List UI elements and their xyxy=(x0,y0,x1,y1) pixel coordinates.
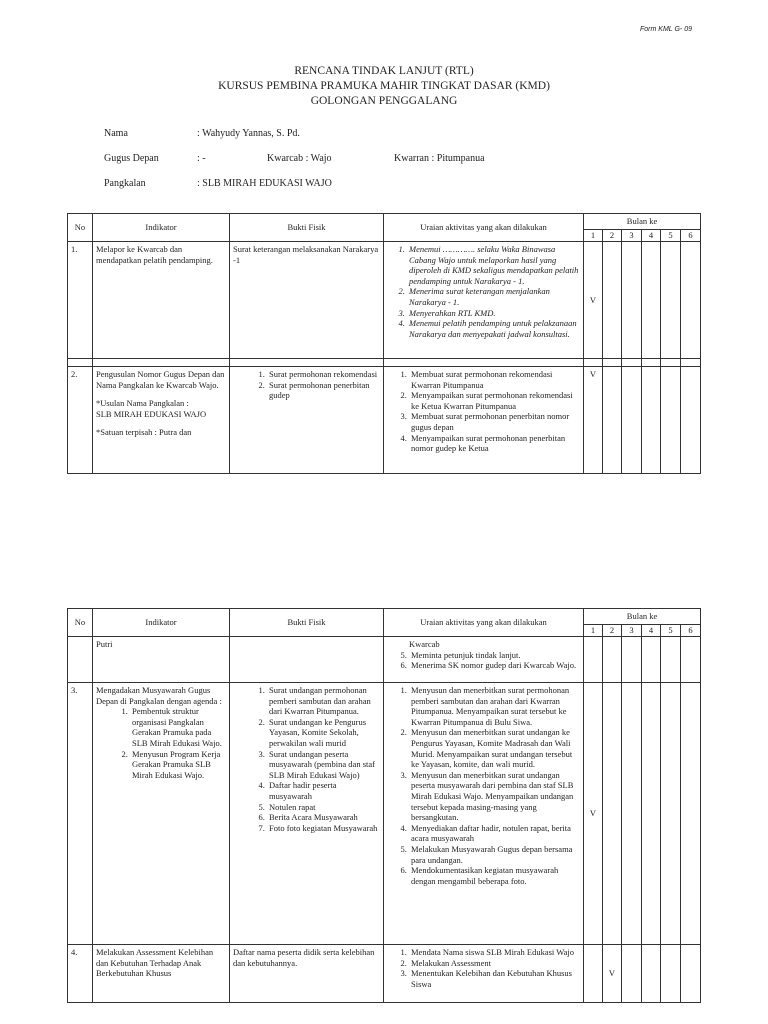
kwarcab-text: Kwarcab : Wajo xyxy=(267,153,332,164)
row-uraian xyxy=(384,367,584,474)
agenda-item: 2. Menyusun Program Kerja Gerakan Pramuka SLB Mirah Edukasi Wajo. xyxy=(130,749,226,781)
uraian-item: 2. Melakukan Assessment xyxy=(409,958,580,969)
col-uraian-header: Uraian aktivitas yang akan dilakukan xyxy=(384,609,584,637)
title-line-3: GOLONGAN PENGGALANG xyxy=(310,95,458,107)
uraian-item: 1. Menemui …………. selaku Waka Binawasa Cabang Wajo untuk melaporkan hasil yang diperoleh di KMD sekaligus mendapatkan pelatih pendamping untuk Narakarya - 1. xyxy=(407,244,580,286)
nama-value: : Wahyudy Yannas, S. Pd. xyxy=(197,128,300,139)
month-3: 3 xyxy=(622,625,642,637)
title-line-1: RENCANA TINDAK LANJUT (RTL) xyxy=(294,65,474,77)
uraian-item: 3. Menyerahkan RTL KMD. xyxy=(407,308,580,319)
month-1-mark: V xyxy=(584,367,603,474)
month-3: 3 xyxy=(622,230,642,242)
uraian-item: 1. Membuat surat permohonan rekomendasi Kwarran Pitumpanua xyxy=(409,369,580,390)
uraian-item: 5. Meminta petunjuk tindak lanjut. xyxy=(409,650,580,661)
table-row-continuation xyxy=(68,637,701,683)
month-5: 5 xyxy=(661,230,681,242)
uraian-item: 1. Mendata Nama siswa SLB Mirah Edukasi Wajo xyxy=(409,947,580,958)
uraian-item: 3. Menyusun dan menerbitkan surat undangan peserta musyawarah dari pembina dan staf SLB Mirah Edukasi Wajo. Menyampaikan undangan tersebut kepada masing-masing yang bersangkutan. xyxy=(409,770,580,823)
uraian-item: 1. Menyusun dan menerbitkan surat permohonan pemberi sambutan dan arahan dari Kwarran Pitumpanua. Menyampaikan surat tersebut ke Kwarran Pitumpanua di Bulu Siwa. xyxy=(409,685,580,727)
row-no: 1. xyxy=(68,242,93,359)
month-6: 6 xyxy=(681,230,701,242)
bukti-item: 4. Daftar hadir peserta musyawarah xyxy=(267,780,380,801)
bukti-item: 7. Foto foto kegiatan Musyawarah xyxy=(267,823,380,834)
col-indikator-header: Indikator xyxy=(93,214,230,242)
col-no-header: No xyxy=(68,609,93,637)
title-line-2: KURSUS PEMBINA PRAMUKA MAHIR TINGKAT DASAR (KMD) xyxy=(218,80,550,92)
row-indikator xyxy=(93,367,230,474)
document-title xyxy=(0,64,768,109)
uraian-item: 6. Menerima SK nomor gudep dari Kwarcab Wajo. xyxy=(409,660,580,671)
col-indikator-header: Indikator xyxy=(93,609,230,637)
rtl-table-page-2 xyxy=(67,608,701,1003)
row-uraian xyxy=(384,945,584,1003)
gugus-value: : - xyxy=(197,153,206,164)
month-4: 4 xyxy=(642,625,661,637)
col-bukti-header: Bukti Fisik xyxy=(230,214,384,242)
uraian-item: 5. Melakukan Musyawarah Gugus depan bersama para undangan. xyxy=(409,844,580,865)
gugus-label: Gugus Depan xyxy=(104,153,159,164)
col-bulan-header: Bulan ke xyxy=(584,214,701,230)
pangkalan-label: Pangkalan xyxy=(104,178,146,189)
uraian-prefix: Kwarcab xyxy=(409,639,440,649)
col-bulan-header: Bulan ke xyxy=(584,609,701,625)
uraian-item: 3. Membuat surat permohonan penerbitan nomor gugus depan xyxy=(409,411,580,432)
bukti-item: 2. Surat undangan ke Pengurus Yayasan, Komite Sekolah, perwakilan wali murid xyxy=(267,717,380,749)
usulan-value: SLB MIRAH EDUKASI WAJO xyxy=(96,408,207,419)
table-row xyxy=(68,683,701,945)
row-no: 3. xyxy=(68,683,93,945)
month-4: 4 xyxy=(642,230,661,242)
agenda-item: 1. Pembentuk struktur organisasi Pangkalan Gerakan Pramuka pada SLB Mirah Edukasi Wajo. xyxy=(130,706,226,748)
month-1-mark: V xyxy=(584,242,603,359)
usulan-label: *Usulan Nama Pangkalan : xyxy=(96,398,189,409)
table-row xyxy=(68,367,701,474)
row-uraian xyxy=(384,242,584,359)
month-1-mark: V xyxy=(584,683,603,945)
uraian-item: 4. Menyediakan daftar hadir, notulen rapat, berita acara musyawarah xyxy=(409,823,580,844)
table-row xyxy=(68,242,701,359)
row-indikator: Melapor ke Kwarcab dan mendapatkan pelatih pendamping. xyxy=(93,242,230,359)
indikator-text: Pengusulan Nomor Gugus Depan dan Nama Pangkalan ke Kwarcab Wajo. xyxy=(96,369,225,390)
row-indikator: Melakukan Assessment Kelebihan dan Kebutuhan Terhadap Anak Berkebutuhan Khusus xyxy=(93,945,230,1003)
uraian-item: 4. Menemui pelatih pendamping untuk pelakzanaan Narakarya dan menyepakati jadwal konsultasi. xyxy=(407,318,580,339)
bukti-item: 3. Surat undangan peserta musyawarah (pembina dan staf SLB Mirah Edukasi Wajo) xyxy=(267,749,380,781)
row-no: 2. xyxy=(68,367,93,474)
uraian-item: 2. Menerima surat keterangan menjalankan Narakarya - 1. xyxy=(407,286,580,307)
bukti-item: 1. Surat permohonan rekomendasi xyxy=(267,369,380,380)
form-code: Form KML G- 09 xyxy=(640,26,692,33)
uraian-item: 4. Menyampaikan surat permohonan penerbitan nomor gudep ke Ketua xyxy=(409,433,580,454)
indikator-text: Mengadakan Musyawarah Gugus Depan di Pangkalan dengan agenda : xyxy=(96,685,222,706)
bukti-item: 6. Berita Acara Musyawarah xyxy=(267,812,380,823)
bukti-item: 5. Notulen rapat xyxy=(267,802,380,813)
uraian-item: 2. Menyusun dan menerbitkan surat undangan ke Pengurus Yayasan, Komite Madrasah dan Wali Murid. Menyampaikan surat undangan tersebut ke Yayasan, komite, dan wali murid. xyxy=(409,727,580,769)
row-indikator: Putri xyxy=(93,637,230,683)
pangkalan-value: : SLB MIRAH EDUKASI WAJO xyxy=(197,178,332,189)
month-2: 2 xyxy=(603,625,622,637)
row-uraian xyxy=(384,637,584,683)
uraian-item: 3. Menentukan Kelebihan dan Kebutuhan Khusus Siswa xyxy=(409,968,580,989)
month-1: 1 xyxy=(584,230,603,242)
month-2: 2 xyxy=(603,230,622,242)
row-bukti xyxy=(230,367,384,474)
row-indikator xyxy=(93,683,230,945)
row-no: 4. xyxy=(68,945,93,1003)
month-2-mark: V xyxy=(603,945,622,1003)
col-bukti-header: Bukti Fisik xyxy=(230,609,384,637)
month-1: 1 xyxy=(584,625,603,637)
col-uraian-header: Uraian aktivitas yang akan dilakukan xyxy=(384,214,584,242)
row-bukti: Daftar nama peserta didik serta kelebihan dan kebutuhannya. xyxy=(230,945,384,1003)
nama-label: Nama xyxy=(104,128,128,139)
row-bukti xyxy=(230,683,384,945)
uraian-item: 6. Mendokumentasikan kegiatan musyawarah dengan mengambil beberapa foto. xyxy=(409,865,580,886)
month-6: 6 xyxy=(681,625,701,637)
row-bukti: Surat keterangan melaksanakan Narakarya -1 xyxy=(230,242,384,359)
bukti-item: 1. Surat undangan permohonan pemberi sambutan dan arahan dari Kwarran Pitumpanua. xyxy=(267,685,380,717)
col-no-header: No xyxy=(68,214,93,242)
satuan-text: *Satuan terpisah : Putra dan xyxy=(96,427,192,438)
uraian-item: 2. Menyampaikan surat permohonan rekomendasi ke Ketua Kwarran Pitumpanua xyxy=(409,390,580,411)
rtl-table-page-1 xyxy=(67,213,701,474)
table-row xyxy=(68,945,701,1003)
kwarran-text: Kwarran : Pitumpanua xyxy=(394,153,485,164)
bukti-item: 2. Surat permohonan penerbitan gudep xyxy=(267,380,380,401)
row-uraian xyxy=(384,683,584,945)
month-5: 5 xyxy=(661,625,681,637)
